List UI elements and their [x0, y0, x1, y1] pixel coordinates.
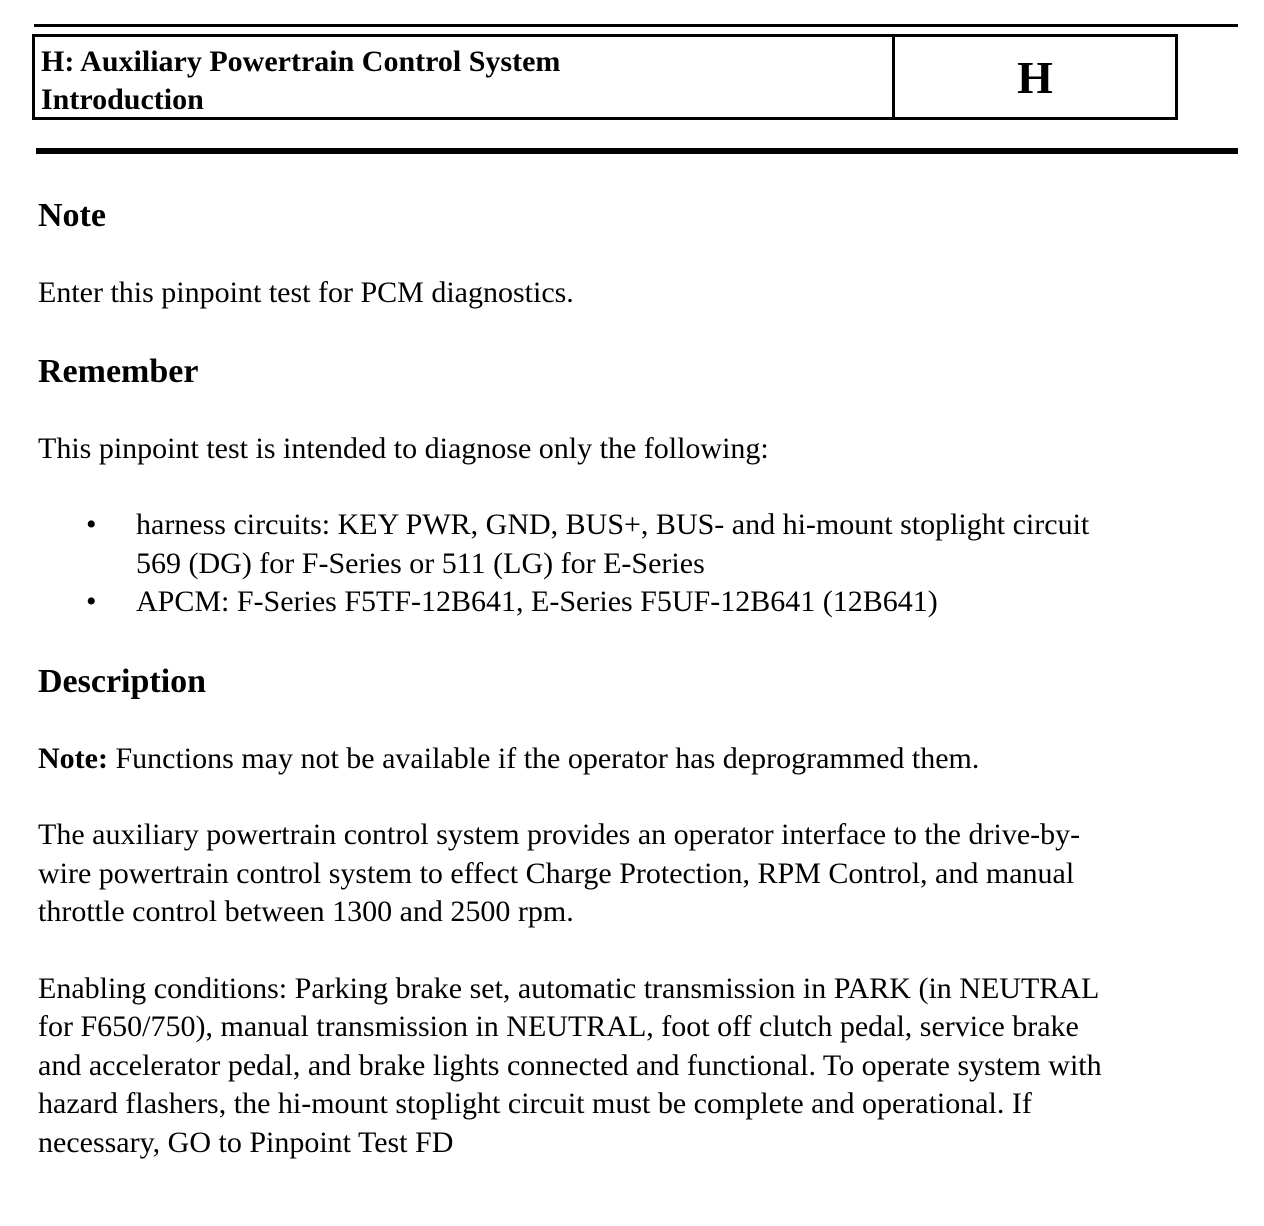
top-divider: [34, 24, 1238, 27]
paragraph-line: hazard flashers, the hi-mount stoplight circuit must be complete and operational. If: [38, 1087, 1032, 1120]
paragraph-line: for F650/750), manual transmission in NEUTRAL, foot off clutch pedal, service brake: [38, 1010, 1079, 1043]
note-heading: Note: [38, 197, 106, 234]
paragraph-line: necessary, GO to Pinpoint Test FD: [38, 1125, 454, 1159]
list-item: [38, 506, 1238, 583]
header-title-line-1: H: Auxiliary Powertrain Control System: [41, 45, 561, 78]
header-title: [35, 37, 895, 117]
description-paragraph-2: [38, 970, 1238, 1163]
page-header: [32, 34, 1178, 120]
remember-intro: This pinpoint test is intended to diagnose only the following:: [38, 431, 769, 465]
paragraph-line: The auxiliary powertrain control system provides an operator interface to the drive-by-: [38, 818, 1081, 851]
description-note-label: Note:: [38, 741, 108, 775]
description-note: [38, 740, 1238, 779]
header-divider: [36, 148, 1238, 154]
paragraph-line: wire powertrain control system to effect Charge Protection, RPM Control, and manual: [38, 856, 1075, 890]
list-item-line: • harness circuits: KEY PWR, GND, BUS+, BUS- and hi-mount stoplight circuit: [136, 508, 1090, 541]
header-title-line-2: Introduction: [41, 83, 204, 116]
paragraph-line: Enabling conditions: Parking brake set, automatic transmission in PARK (in NEUTRAL: [38, 971, 1100, 1005]
paragraph-line: and accelerator pedal, and brake lights connected and functional. To operate system with: [38, 1048, 1102, 1082]
paragraph-line: throttle control between 1300 and 2500 rpm.: [38, 895, 574, 928]
document-body: [38, 196, 1238, 1162]
description-heading: Description: [38, 662, 207, 700]
remember-list: [38, 506, 1238, 622]
note-text: Enter this pinpoint test for PCM diagnostics.: [38, 276, 574, 309]
list-item-line: 569 (DG) for F-Series or 511 (LG) for E-Series: [136, 546, 705, 580]
remember-heading: Remember: [38, 352, 199, 390]
description-paragraph-1: [38, 816, 1238, 932]
list-item: [38, 583, 1238, 622]
section-letter: H: [1017, 51, 1053, 103]
list-item-line: • APCM: F-Series F5TF-12B641, E-Series F5UF-12B641 (12B641): [136, 585, 938, 618]
description-note-text: Functions may not be available if the operator has deprogrammed them.: [107, 741, 980, 775]
